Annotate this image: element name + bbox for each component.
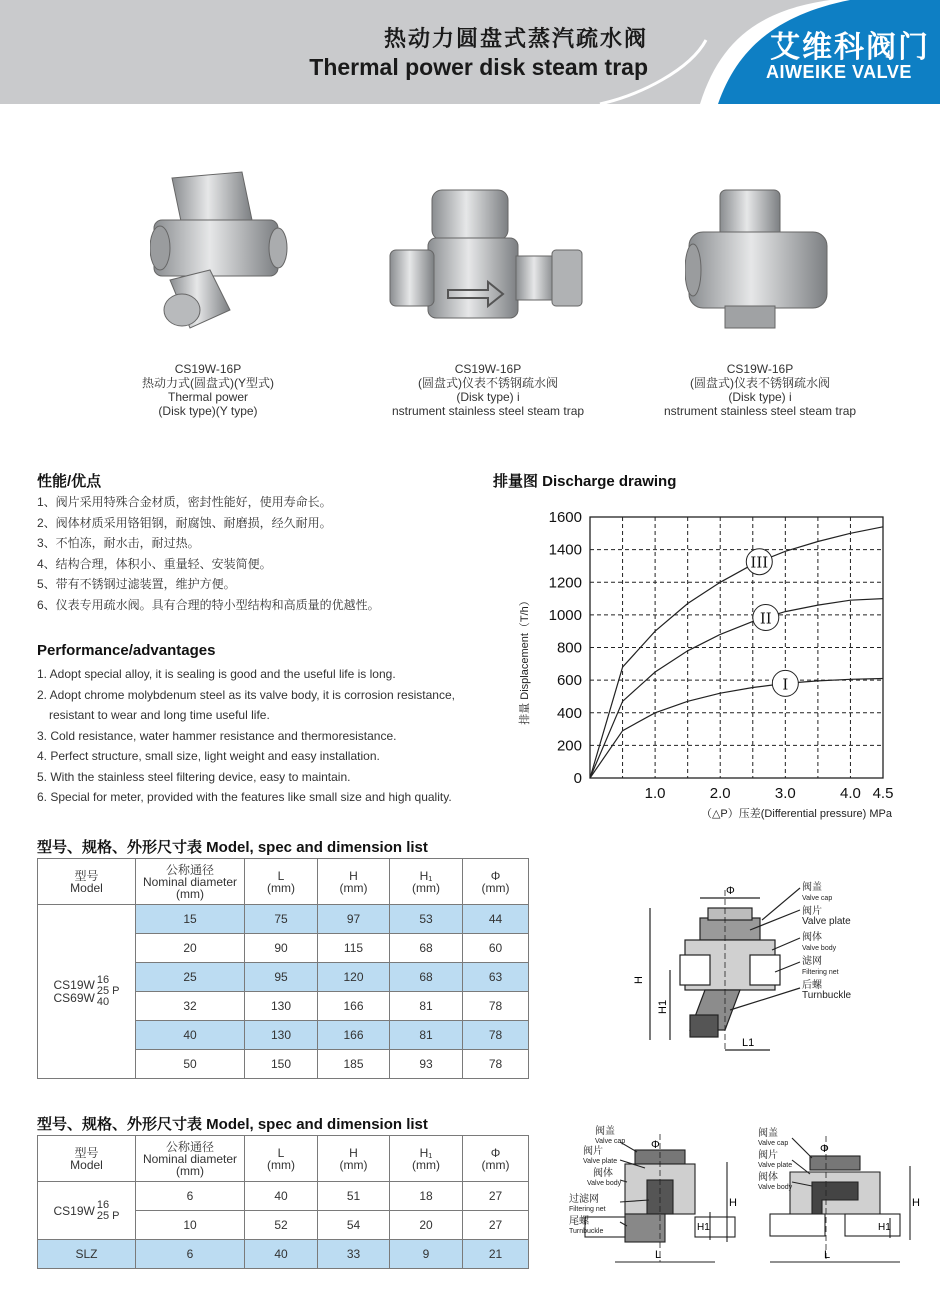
svg-text:Valve body: Valve body xyxy=(587,1180,622,1187)
svg-text:Turnbuckle: Turnbuckle xyxy=(569,1228,604,1235)
svg-text:滤网: 滤网 xyxy=(802,956,822,967)
list-item: 3. Cold resistance, water hammer resistance and thermoresistance. xyxy=(37,728,397,743)
svg-text:阀盖: 阀盖 xyxy=(758,1128,778,1139)
series-label-II: II xyxy=(759,609,772,628)
x-tick-label: 4.0 xyxy=(840,785,861,802)
table1-title: 型号、规格、外形尺寸表 Model, spec and dimension list xyxy=(37,839,428,856)
svg-text:Valve body: Valve body xyxy=(802,945,837,952)
series-line-I xyxy=(590,679,883,779)
col-l: L (mm) xyxy=(245,1136,318,1182)
x-tick-label: 4.5 xyxy=(872,785,894,802)
performance-en-title: Performance/advantages xyxy=(37,642,216,659)
instrument-trap-photo-icon xyxy=(388,160,588,335)
performance-en-list xyxy=(37,664,455,808)
list-item: 4. Perfect structure, small size, light weight and easy installation. xyxy=(37,749,380,763)
page-title-en: Thermal power disk steam trap xyxy=(309,54,648,80)
svg-text:Valve body: Valve body xyxy=(758,1184,793,1191)
list-item: 1. Adopt special alloy, it is sealing is good and the useful life is long. xyxy=(37,667,396,681)
col-h1: H₁ (mm) xyxy=(390,1136,463,1182)
svg-text:Valve cap: Valve cap xyxy=(802,895,833,902)
x-tick-label: 2.0 xyxy=(709,785,731,802)
series-label-I: I xyxy=(782,675,789,694)
chart-x-label: （△P）压差(Differential pressure) MPa xyxy=(700,808,892,820)
table-row: 40 130 166 81 78 xyxy=(38,1021,529,1050)
table-row: SLZ 6 40 33 9 21 xyxy=(38,1240,529,1269)
diagram1-labels xyxy=(802,880,852,1001)
y-tick-label: 400 xyxy=(556,704,582,722)
col-h: H (mm) xyxy=(318,1136,390,1182)
table-row: CS19W 16 25 P 6 40 51 18 27 xyxy=(38,1182,529,1211)
col-nominal-diameter: 公称通径 Nominal diameter (mm) xyxy=(136,859,245,905)
compact-trap-photo-icon xyxy=(685,160,835,335)
list-item: 5、带有不锈钢过滤装置，维护方便。 xyxy=(37,577,236,591)
y-tick-label: 600 xyxy=(556,672,582,690)
brand-name-cn: 艾维科阀门 xyxy=(770,30,930,65)
dim-l1: L1 xyxy=(742,1037,755,1049)
dim-h1: H1 xyxy=(657,999,669,1014)
table-row: CS19W CS69W 16 25 P 40 15 75 97 53 44 xyxy=(38,905,529,934)
performance-cn-title: 性能/优点 xyxy=(37,473,102,490)
chart-series xyxy=(590,527,883,778)
series-label-III: III xyxy=(750,553,769,572)
svg-text:阀片: 阀片 xyxy=(802,906,822,917)
svg-text:Valve plate: Valve plate xyxy=(583,1158,618,1165)
x-tick-label: 3.0 xyxy=(774,785,796,802)
svg-text:阀体: 阀体 xyxy=(758,1172,778,1183)
list-item: resistant to wear and long time useful life. xyxy=(49,708,270,722)
col-phi: Φ (mm) xyxy=(463,1136,529,1182)
svg-text:阀片: 阀片 xyxy=(583,1146,603,1157)
svg-text:过滤网: 过滤网 xyxy=(569,1194,599,1205)
chart-y-ticks xyxy=(549,509,582,787)
product-caption-1: CS19W-16P 热动力式(圆盘式)(Y型式) Thermal power (Disk type)(Y type) xyxy=(142,362,274,418)
chart-x-ticks xyxy=(645,785,894,802)
chart-title: 排量图 Discharge drawing xyxy=(493,473,677,490)
series-line-II xyxy=(590,599,883,778)
svg-text:Filtering net: Filtering net xyxy=(802,969,839,976)
table-row: 10 52 54 20 27 xyxy=(38,1211,529,1240)
y-tick-label: 200 xyxy=(556,737,582,755)
table-row: 32 130 166 81 78 xyxy=(38,992,529,1021)
dim-l: L xyxy=(824,1249,831,1261)
list-item: 6. Special for meter, provided with the features like small size and high quality. xyxy=(37,790,452,804)
col-nominal-diameter: 公称通径 Nominal diameter (mm) xyxy=(136,1136,245,1182)
svg-text:Valve plate: Valve plate xyxy=(758,1162,793,1169)
chart-y-label: 排量 Displacement（T/h） xyxy=(519,595,531,725)
dim-h1: H1 xyxy=(878,1222,891,1233)
y-type-trap-photo-icon xyxy=(150,160,290,335)
product-caption-2: CS19W-16P (圆盘式)仪表不锈钢疏水阀 (Disk type) i nstrument stainless steel steam trap xyxy=(391,362,585,418)
x-tick-label: 1.0 xyxy=(644,785,666,802)
y-tick-label: 1600 xyxy=(548,509,582,526)
svg-text:阀盖: 阀盖 xyxy=(595,1126,615,1137)
product-caption-3: CS19W-16P (圆盘式)仪表不锈钢疏水阀 (Disk type) i nstrument stainless steel steam trap xyxy=(663,362,857,418)
dim-l: L xyxy=(655,1249,662,1261)
dim-h: H xyxy=(633,976,645,984)
svg-text:阀盖: 阀盖 xyxy=(802,882,822,893)
list-item: 4、结构合理，体积小、重量轻、安装简便。 xyxy=(37,556,272,571)
col-model: 型号 Model xyxy=(38,1136,136,1182)
table-row: 25 95 120 68 63 xyxy=(38,963,529,992)
svg-text:Filtering net: Filtering net xyxy=(569,1206,606,1213)
dim-phi: Φ xyxy=(651,1139,660,1151)
performance-cn-list xyxy=(37,492,380,615)
dim-phi: Φ xyxy=(726,885,735,897)
col-h1: H₁ (mm) xyxy=(390,859,463,905)
dim-h: H xyxy=(729,1197,737,1209)
svg-text:阀片: 阀片 xyxy=(758,1150,778,1161)
chart-grid xyxy=(590,517,883,778)
svg-text:阀体: 阀体 xyxy=(802,932,822,943)
diagram3-labels xyxy=(758,1126,793,1191)
svg-text:阀体: 阀体 xyxy=(593,1168,613,1179)
table2-title: 型号、规格、外形尺寸表 Model, spec and dimension list xyxy=(37,1116,428,1133)
spec-table-2 xyxy=(37,1135,529,1269)
col-phi: Φ (mm) xyxy=(463,859,529,905)
list-item: 3、不怕冻，耐水击，耐过热。 xyxy=(37,536,200,550)
list-item: 6、仪表专用疏水阀。具有合理的特小型结构和高质量的优越性。 xyxy=(37,597,380,612)
y-tick-label: 0 xyxy=(573,770,582,787)
dim-h1: H1 xyxy=(697,1222,710,1233)
instrument-trap-cross-section-diagram xyxy=(565,1122,745,1272)
chart-series-markers xyxy=(746,549,798,697)
table-row: 20 90 115 68 60 xyxy=(38,934,529,963)
col-h: H (mm) xyxy=(318,859,390,905)
dim-phi: Φ xyxy=(820,1143,829,1155)
y-tick-label: 1000 xyxy=(548,606,582,624)
spec-table-1 xyxy=(37,858,529,1079)
model-cell: CS19W 16 25 P xyxy=(38,1182,136,1240)
list-item: 2. Adopt chrome molybdenum steel as its valve body, it is corrosion resistance, xyxy=(37,687,455,702)
col-l: L (mm) xyxy=(245,859,318,905)
svg-text:尾螺: 尾螺 xyxy=(569,1216,589,1227)
svg-text:Valve cap: Valve cap xyxy=(758,1140,789,1147)
discharge-chart xyxy=(510,505,910,825)
compact-trap-cross-section-diagram xyxy=(750,1122,925,1272)
svg-text:后螺: 后螺 xyxy=(802,980,822,991)
list-item: 2、阀体材质采用铬钼钢，耐腐蚀、耐磨损，经久耐用。 xyxy=(37,515,332,530)
page-title-cn: 热动力圆盘式蒸汽疏水阀 xyxy=(383,27,648,52)
y-tick-label: 1200 xyxy=(548,574,582,592)
brand-name-en: AIWEIKE VALVE xyxy=(766,62,912,82)
col-model: 型号 Model xyxy=(38,859,136,905)
svg-text:Valve cap: Valve cap xyxy=(595,1138,626,1145)
model-cell: CS19W CS69W 16 25 P 40 xyxy=(38,905,136,1079)
y-tick-label: 1400 xyxy=(548,541,582,559)
svg-text:Valve plate: Valve plate xyxy=(802,916,851,927)
list-item: 5. With the stainless steel filtering device, easy to maintain. xyxy=(37,769,351,784)
table-row: 50 150 185 93 78 xyxy=(38,1050,529,1079)
series-line-III xyxy=(590,527,883,778)
y-tick-label: 800 xyxy=(556,639,582,657)
list-item: 1、阀片采用特殊合金材质，密封性能好，使用寿命长。 xyxy=(37,495,332,509)
svg-text:Turnbuckle: Turnbuckle xyxy=(802,990,852,1001)
dim-h: H xyxy=(912,1197,920,1209)
y-trap-cross-section-diagram xyxy=(630,880,900,1065)
